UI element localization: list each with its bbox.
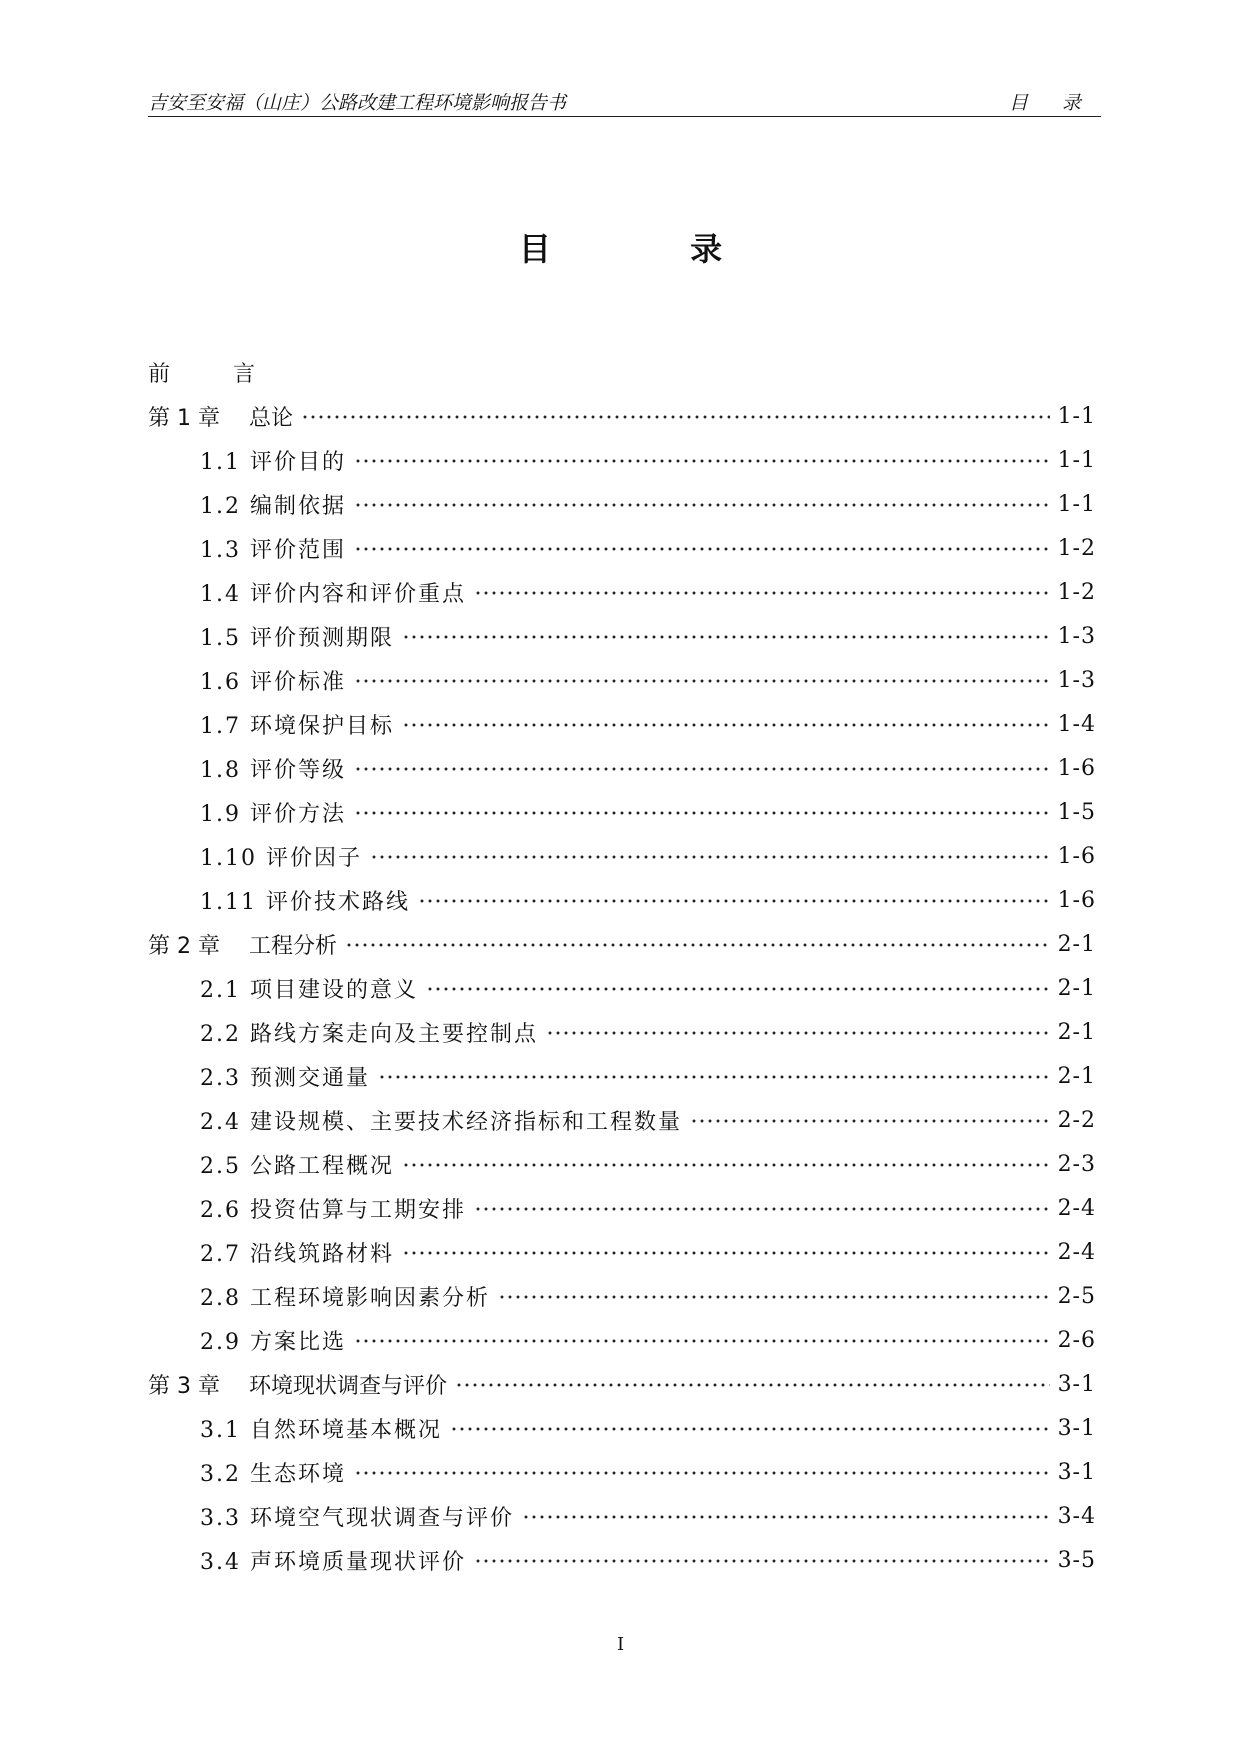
toc-dot-leader	[546, 1022, 1050, 1044]
toc-entry-page: 2-2	[1057, 1107, 1096, 1133]
toc-entry-label: 1.9 评价方法	[200, 801, 346, 827]
toc-dot-leader	[522, 1506, 1050, 1528]
toc-entry-label: 2.7 沿线筑路材料	[200, 1241, 394, 1267]
toc-dot-leader	[354, 450, 1050, 472]
toc-dot-leader	[354, 538, 1050, 560]
toc-section-entry[interactable]	[148, 658, 1096, 702]
toc-dot-leader	[370, 846, 1050, 868]
toc-entry-page: 3-1	[1057, 1415, 1096, 1441]
toc-section-entry[interactable]	[148, 614, 1096, 658]
toc-section-entry[interactable]	[148, 1054, 1096, 1098]
toc-section-entry[interactable]	[148, 1230, 1096, 1274]
toc-section-entry[interactable]	[148, 1538, 1096, 1582]
toc-entry-page: 2-4	[1057, 1239, 1096, 1265]
toc-dot-leader	[474, 582, 1050, 604]
toc-entry-label: 2.9 方案比选	[200, 1329, 346, 1355]
toc-entry-page: 1-4	[1057, 711, 1096, 737]
toc-entry-label: 第 2 章 工程分析	[148, 933, 337, 959]
toc-dot-leader	[418, 890, 1050, 912]
toc-entry-label: 2.5 公路工程概况	[200, 1153, 394, 1179]
toc-dot-leader	[354, 670, 1050, 692]
toc-dot-leader	[354, 1330, 1050, 1352]
toc-preface-entry[interactable]	[148, 350, 1096, 394]
running-header	[148, 86, 1101, 117]
toc-entry-label: 1.2 编制依据	[200, 493, 346, 519]
toc-entry-label: 1.5 评价预测期限	[200, 625, 394, 651]
toc-section-entry[interactable]	[148, 834, 1096, 878]
toc-entry-label: 1.7 环境保护目标	[200, 713, 394, 739]
toc-entry-page: 1-2	[1057, 535, 1096, 561]
toc-dot-leader	[455, 1374, 1050, 1396]
toc-chapter-entry[interactable]	[148, 922, 1096, 966]
toc-entry-label: 2.3 预测交通量	[200, 1065, 370, 1091]
toc-dot-leader	[345, 934, 1050, 956]
toc-section-entry[interactable]	[148, 790, 1096, 834]
toc-entry-label: 1.4 评价内容和评价重点	[200, 581, 466, 607]
toc-entry-label: 1.10 评价因子	[200, 845, 362, 871]
toc-chapter-entry[interactable]	[148, 1362, 1096, 1406]
toc-section-entry[interactable]	[148, 1450, 1096, 1494]
toc-entry-label: 1.3 评价范围	[200, 537, 346, 563]
toc-entry-label: 2.4 建设规模、主要技术经济指标和工程数量	[200, 1109, 682, 1135]
toc-entry-page: 3-1	[1057, 1459, 1096, 1485]
toc-dot-leader	[498, 1286, 1050, 1308]
toc-entry-page: 1-2	[1057, 579, 1096, 605]
toc-entry-label: 3.4 声环境质量现状评价	[200, 1549, 466, 1575]
toc-entry-page: 1-1	[1057, 403, 1096, 429]
header-section-title: 目 录	[1008, 92, 1095, 114]
toc-dot-leader	[402, 1242, 1050, 1264]
toc-entry-label: 1.1 评价目的	[200, 449, 346, 475]
toc-entry-label: 第 3 章 环境现状调查与评价	[148, 1373, 447, 1399]
toc-dot-leader	[474, 1198, 1050, 1220]
toc-dot-leader	[354, 758, 1050, 780]
toc-entry-page: 1-5	[1057, 799, 1096, 825]
toc-section-entry[interactable]	[148, 746, 1096, 790]
toc-entry-page: 1-3	[1057, 623, 1096, 649]
toc-section-entry[interactable]	[148, 1494, 1096, 1538]
toc-entry-page: 2-1	[1057, 931, 1096, 957]
toc-entry-page: 2-1	[1057, 975, 1096, 1001]
toc-section-entry[interactable]	[148, 1142, 1096, 1186]
toc-dot-leader	[402, 1154, 1050, 1176]
toc-dot-leader	[354, 494, 1050, 516]
toc-entry-label: 3.2 生态环境	[200, 1461, 346, 1487]
toc-entry-label: 2.2 路线方案走向及主要控制点	[200, 1021, 538, 1047]
toc-section-entry[interactable]	[148, 1186, 1096, 1230]
toc-dot-leader	[301, 406, 1050, 428]
toc-section-entry[interactable]	[148, 438, 1096, 482]
toc-dot-leader	[354, 1462, 1050, 1484]
toc-entry-page: 3-5	[1057, 1547, 1096, 1573]
toc-section-entry[interactable]	[148, 1274, 1096, 1318]
header-document-title: 吉安至安福（山庄）公路改建工程环境影响报告书	[148, 92, 567, 114]
page-number: I	[616, 1634, 625, 1655]
table-of-contents	[148, 350, 1096, 1582]
toc-entry-page: 2-1	[1057, 1019, 1096, 1045]
toc-entry-page: 2-6	[1057, 1327, 1096, 1353]
toc-section-entry[interactable]	[148, 1010, 1096, 1054]
toc-entry-label: 2.6 投资估算与工期安排	[200, 1197, 466, 1223]
toc-dot-leader	[450, 1418, 1050, 1440]
toc-section-entry[interactable]	[148, 1098, 1096, 1142]
toc-entry-page: 1-3	[1057, 667, 1096, 693]
page-title: 目 录	[518, 230, 787, 268]
toc-dot-leader	[402, 714, 1050, 736]
toc-entry-label: 2.8 工程环境影响因素分析	[200, 1285, 490, 1311]
toc-chapter-entry[interactable]	[148, 394, 1096, 438]
toc-entry-page: 2-5	[1057, 1283, 1096, 1309]
toc-entry-page: 3-1	[1057, 1371, 1096, 1397]
toc-entry-label: 2.1 项目建设的意义	[200, 977, 418, 1003]
toc-section-entry[interactable]	[148, 570, 1096, 614]
toc-section-entry[interactable]	[148, 702, 1096, 746]
toc-dot-leader	[426, 978, 1050, 1000]
toc-section-entry[interactable]	[148, 966, 1096, 1010]
toc-section-entry[interactable]	[148, 1406, 1096, 1450]
toc-entry-page: 1-1	[1057, 491, 1096, 517]
toc-entry-page: 1-6	[1057, 843, 1096, 869]
toc-section-entry[interactable]	[148, 526, 1096, 570]
toc-section-entry[interactable]	[148, 1318, 1096, 1362]
toc-dot-leader	[378, 1066, 1050, 1088]
toc-entry-page: 2-3	[1057, 1151, 1096, 1177]
toc-entry-page: 1-6	[1057, 755, 1096, 781]
toc-section-entry[interactable]	[148, 878, 1096, 922]
toc-entry-page: 3-4	[1057, 1503, 1096, 1529]
toc-entry-page: 2-1	[1057, 1063, 1096, 1089]
toc-dot-leader	[354, 802, 1050, 824]
toc-entry-label: 1.6 评价标准	[200, 669, 346, 695]
toc-entry-page: 1-6	[1057, 887, 1096, 913]
toc-entry-label: 第 1 章 总论	[148, 405, 293, 431]
toc-entry-page: 2-4	[1057, 1195, 1096, 1221]
toc-section-entry[interactable]	[148, 482, 1096, 526]
toc-entry-page: 1-1	[1057, 447, 1096, 473]
toc-entry-label: 前 言	[148, 361, 283, 387]
toc-dot-leader	[402, 626, 1050, 648]
toc-entry-label: 3.1 自然环境基本概况	[200, 1417, 442, 1443]
toc-dot-leader	[690, 1110, 1050, 1132]
toc-entry-label: 1.11 评价技术路线	[200, 889, 410, 915]
toc-dot-leader	[474, 1550, 1050, 1572]
toc-entry-label: 1.8 评价等级	[200, 757, 346, 783]
toc-entry-label: 3.3 环境空气现状调查与评价	[200, 1505, 514, 1531]
